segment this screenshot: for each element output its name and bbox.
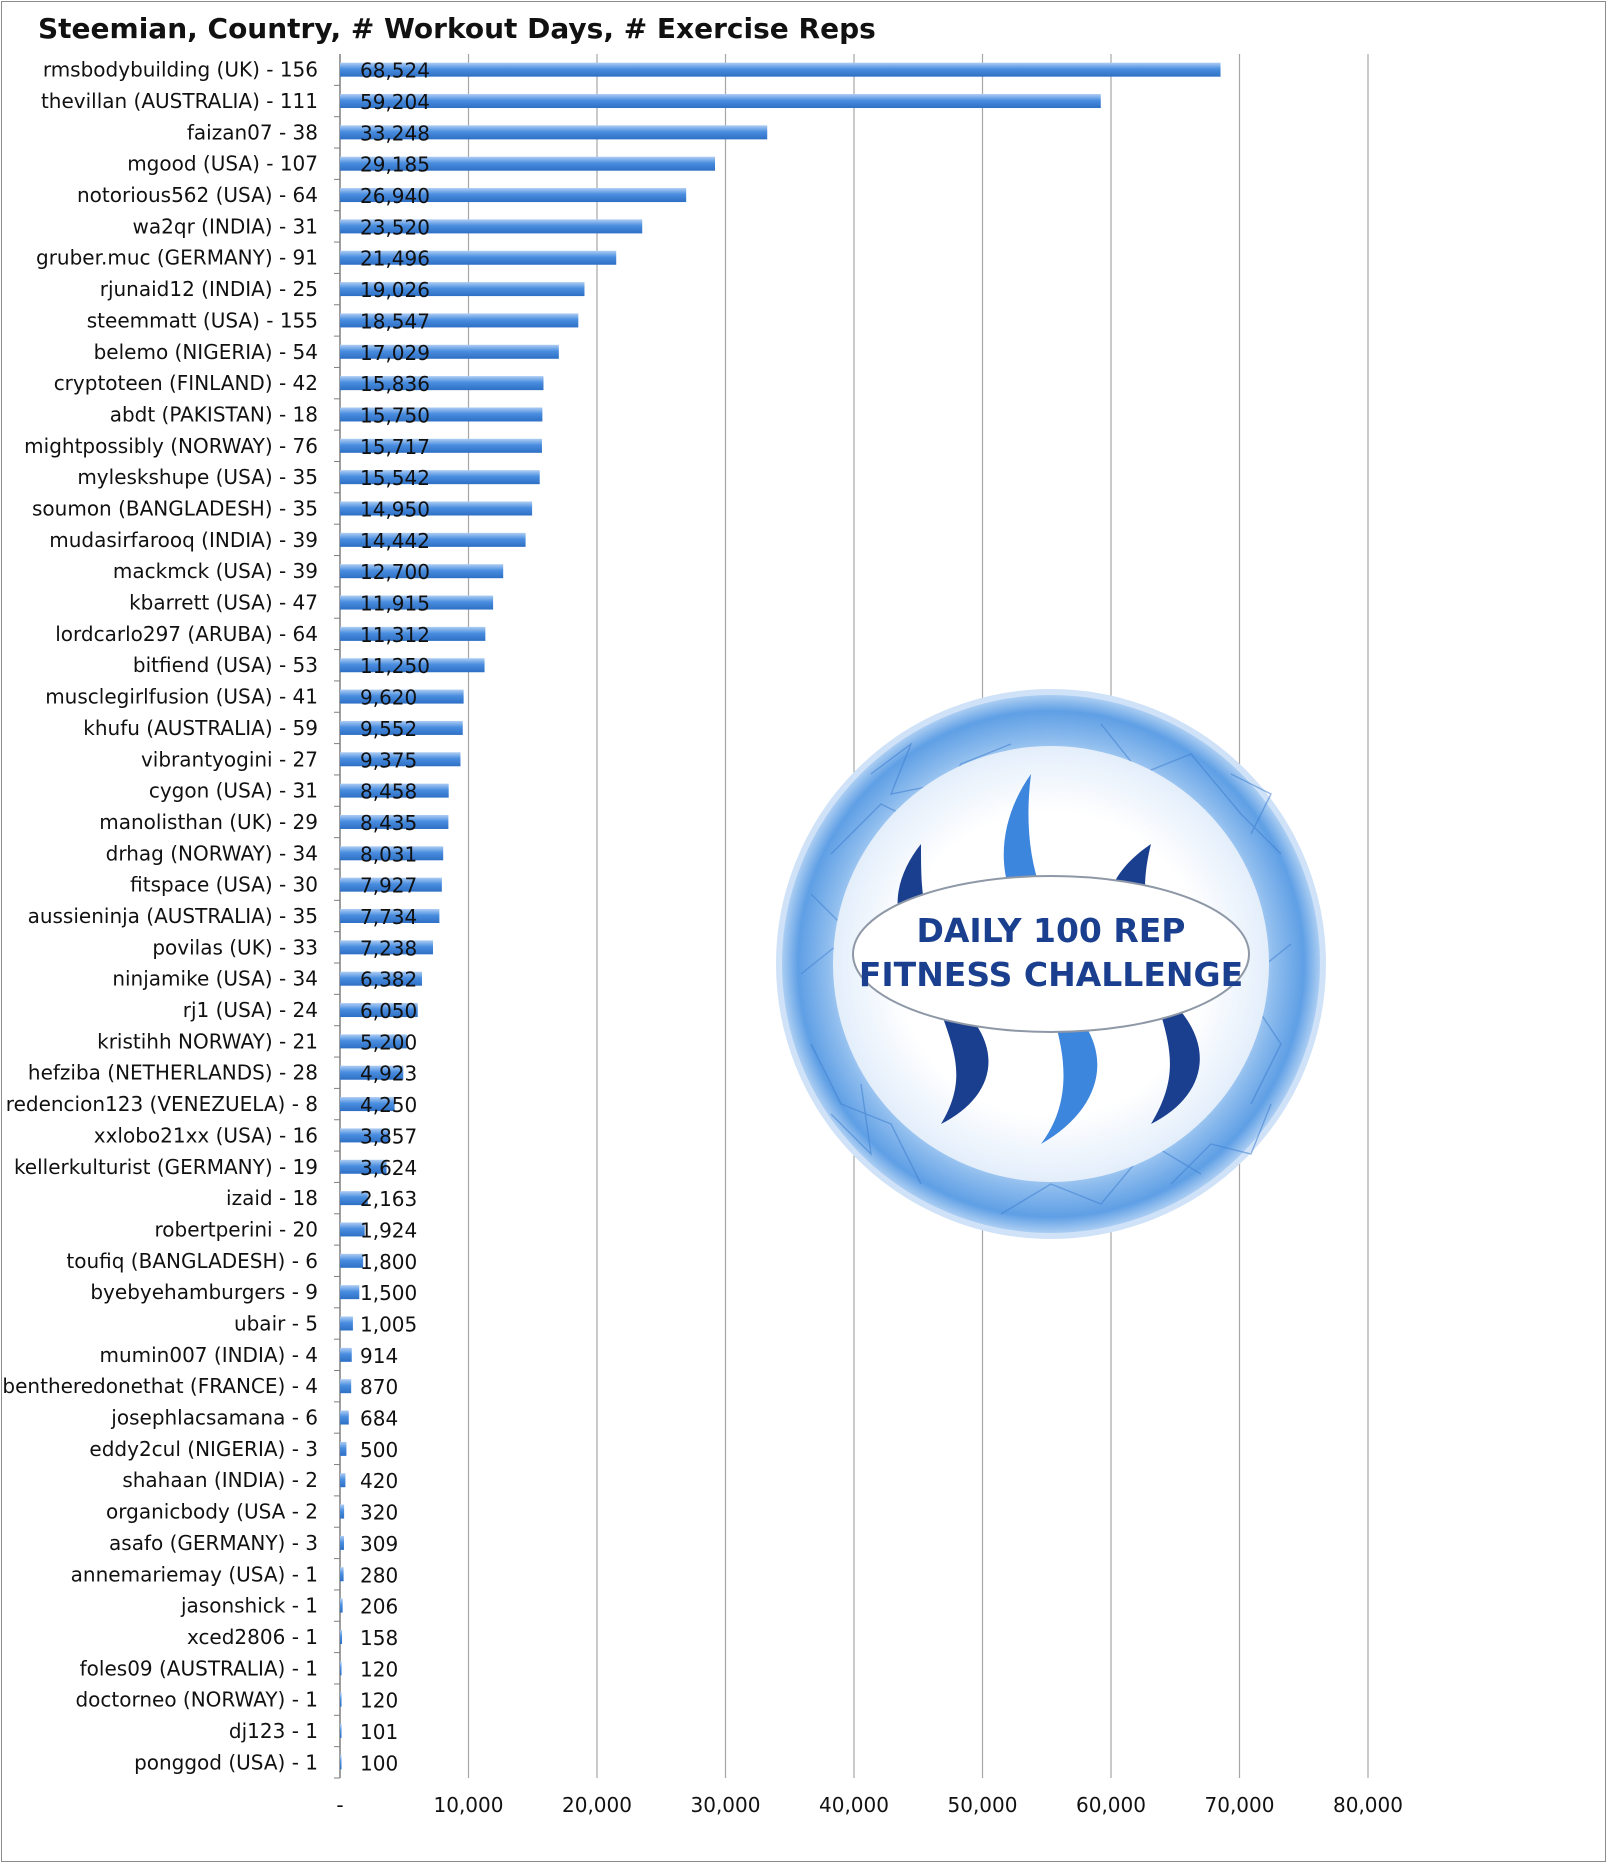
category-label: musclegirlfusion (USA) - 41 (45, 684, 318, 709)
category-label: fitspace (USA) - 30 (130, 872, 318, 897)
category-label: ubair - 5 (233, 1311, 318, 1336)
category-label: robertperini - 20 (154, 1217, 318, 1242)
data-label: 320 (360, 1500, 399, 1525)
data-label: 9,552 (360, 716, 418, 741)
data-label: 19,026 (360, 278, 430, 303)
category-label: izaid - 18 (226, 1186, 318, 1211)
category-label: mudasirfarooq (INDIA) - 39 (49, 527, 318, 552)
data-label: 11,250 (360, 654, 430, 679)
category-label: rj1 (USA) - 24 (182, 998, 318, 1023)
bar (340, 1348, 352, 1362)
logo-line-1: DAILY 100 REP (916, 911, 1186, 950)
category-label: annemariemay (USA) - 1 (70, 1562, 318, 1587)
data-label: 684 (360, 1406, 399, 1431)
data-label: 2,163 (360, 1187, 418, 1212)
data-label: 5,200 (360, 1030, 418, 1055)
data-label: 870 (360, 1375, 399, 1400)
category-label: aussieninja (AUSTRALIA) - 35 (27, 904, 318, 928)
category-label: drhag (NORWAY) - 34 (105, 841, 318, 866)
data-label: 158 (360, 1625, 399, 1650)
category-label: bitfiend (USA) - 53 (132, 653, 318, 678)
category-label: mumin007 (INDIA) - 4 (99, 1342, 318, 1367)
category-label: mackmck (USA) - 39 (112, 559, 318, 584)
category-label: wa2qr (INDIA) - 31 (132, 214, 318, 239)
category-label: steemmatt (USA) - 155 (86, 308, 318, 333)
data-label: 21,496 (360, 246, 430, 271)
data-label: 8,435 (360, 810, 418, 835)
data-label: 500 (360, 1437, 399, 1462)
bar (340, 63, 1221, 77)
bar (340, 1661, 342, 1675)
category-label: organicbody (USA - 2 (106, 1499, 318, 1524)
data-label: 420 (360, 1469, 399, 1494)
bar (340, 1473, 345, 1487)
data-label: 15,542 (360, 466, 430, 491)
category-label: kellerkulturist (GERMANY) - 19 (13, 1154, 318, 1179)
data-label: 6,382 (360, 967, 418, 992)
category-label: rmsbodybuilding (UK) - 156 (42, 57, 318, 82)
data-label: 7,238 (360, 936, 418, 961)
data-label: 11,915 (360, 591, 430, 616)
data-label: 14,950 (360, 497, 430, 522)
data-label: 14,442 (360, 528, 430, 553)
data-label: 33,248 (360, 121, 430, 146)
category-label: notorious562 (USA) - 64 (76, 183, 318, 208)
challenge-logo (771, 684, 1331, 1244)
category-label: rjunaid12 (INDIA) - 25 (99, 277, 318, 302)
logo-banner (853, 876, 1249, 1032)
data-label: 6,050 (360, 999, 418, 1024)
data-label: 8,031 (360, 842, 418, 867)
data-label: 280 (360, 1563, 399, 1588)
data-label: 309 (360, 1531, 399, 1556)
category-label: jasonshick - 1 (180, 1593, 318, 1618)
bar (340, 1379, 351, 1393)
bar (340, 1285, 359, 1299)
bar (340, 1724, 342, 1738)
data-label: 29,185 (360, 152, 430, 177)
bar (340, 1755, 342, 1769)
x-tick-label: 50,000 (947, 1793, 1018, 1817)
data-label: 15,836 (360, 372, 430, 397)
chart-title: Steemian, Country, # Workout Days, # Exercise Reps (38, 12, 876, 45)
data-label: 3,624 (360, 1155, 418, 1180)
category-label: kbarrett (USA) - 47 (129, 590, 318, 615)
category-label: manolisthan (UK) - 29 (99, 809, 318, 834)
data-label: 3,857 (360, 1124, 418, 1149)
data-label: 1,924 (360, 1218, 418, 1243)
category-label: foles09 (AUSTRALIA) - 1 (79, 1656, 318, 1681)
x-tick-label: 10,000 (433, 1793, 504, 1817)
data-label: 26,940 (360, 184, 430, 209)
bar (340, 94, 1101, 108)
category-label: byebyehamburgers - 9 (90, 1280, 318, 1305)
labels (2, 58, 430, 1776)
x-tick-label: 70,000 (1204, 1793, 1275, 1817)
data-label: 1,005 (360, 1312, 418, 1337)
data-label: 9,620 (360, 685, 418, 710)
category-label: thevillan (AUSTRALIA) - 111 (40, 89, 318, 114)
bar (340, 1316, 353, 1330)
category-label: xced2806 - 1 (186, 1624, 318, 1649)
data-label: 12,700 (360, 560, 430, 585)
data-label: 18,547 (360, 309, 430, 334)
data-label: 11,312 (360, 622, 430, 647)
data-label: 7,734 (360, 905, 418, 929)
category-label: hefziba (NETHERLANDS) - 28 (27, 1060, 318, 1085)
data-label: 1,500 (360, 1281, 418, 1306)
bar (340, 1693, 342, 1707)
category-label: shahaan (INDIA) - 2 (122, 1468, 318, 1493)
data-label: 68,524 (360, 58, 430, 83)
data-label: 7,927 (360, 873, 418, 898)
category-label: abdt (PAKISTAN) - 18 (109, 402, 318, 427)
category-label: eddy2cul (NIGERIA) - 3 (89, 1436, 318, 1461)
data-label: 1,800 (360, 1249, 418, 1274)
data-label: 206 (360, 1594, 399, 1619)
category-label: faizan07 - 38 (186, 120, 318, 145)
category-label: mgood (USA) - 107 (127, 151, 318, 176)
bar (340, 1442, 346, 1456)
bar (340, 1630, 342, 1644)
data-label: 4,923 (360, 1061, 418, 1086)
bar (340, 1505, 344, 1519)
category-label: khufu (AUSTRALIA) - 59 (83, 715, 318, 740)
x-tick-label: 80,000 (1333, 1793, 1403, 1817)
data-label: 17,029 (360, 340, 430, 365)
bar (340, 1536, 344, 1550)
data-label: 4,250 (360, 1093, 418, 1118)
category-label: josephlacsamana - 6 (111, 1405, 318, 1430)
x-tick-label: 30,000 (690, 1793, 761, 1817)
data-label: 9,375 (360, 748, 418, 773)
category-label: toufiq (BANGLADESH) - 6 (66, 1248, 318, 1273)
category-label: belemo (NIGERIA) - 54 (93, 339, 318, 364)
category-label: mightpossibly (NORWAY) - 76 (24, 433, 318, 458)
bar (340, 1411, 349, 1425)
category-label: ninjamike (USA) - 34 (112, 966, 318, 991)
category-label: doctorneo (NORWAY) - 1 (75, 1687, 318, 1712)
data-label: 15,750 (360, 403, 430, 428)
category-label: cryptoteen (FINLAND) - 42 (53, 371, 318, 396)
category-label: lordcarlo297 (ARUBA) - 64 (55, 621, 318, 646)
data-label: 101 (360, 1719, 399, 1744)
category-label: asafo (GERMANY) - 3 (109, 1530, 318, 1555)
x-tick-label: 60,000 (1076, 1793, 1146, 1817)
category-label: dj123 - 1 (228, 1718, 318, 1743)
category-label: bentheredonethat (FRANCE) - 4 (2, 1374, 318, 1399)
category-label: vibrantyogini - 27 (140, 747, 318, 772)
x-tick-label: - (336, 1793, 344, 1817)
category-label: povilas (UK) - 33 (152, 935, 318, 960)
category-label: xxlobo21xx (USA) - 16 (93, 1123, 318, 1148)
x-tick-label: 40,000 (819, 1793, 889, 1817)
data-label: 59,204 (360, 90, 430, 115)
category-label: redencion123 (VENEZUELA) - 8 (5, 1092, 318, 1117)
data-label: 120 (360, 1688, 399, 1713)
data-label: 23,520 (360, 215, 430, 240)
data-label: 100 (360, 1751, 399, 1776)
data-label: 914 (360, 1343, 399, 1368)
data-label: 15,717 (360, 434, 430, 459)
x-axis-ticks (336, 1793, 1403, 1817)
x-tick-label: 20,000 (562, 1793, 632, 1817)
data-label: 8,458 (360, 779, 418, 804)
data-label: 120 (360, 1657, 399, 1682)
category-label: ponggod (USA) - 1 (134, 1750, 318, 1775)
category-label: soumon (BANGLADESH) - 35 (32, 496, 318, 521)
category-label: myleskshupe (USA) - 35 (77, 465, 318, 490)
logo-line-2: FITNESS CHALLENGE (858, 955, 1244, 994)
category-label: gruber.muc (GERMANY) - 91 (36, 245, 318, 270)
category-label: cygon (USA) - 31 (148, 778, 318, 803)
bar (340, 1599, 343, 1613)
bar (340, 1567, 344, 1581)
category-label: kristihh NORWAY) - 21 (97, 1029, 318, 1054)
